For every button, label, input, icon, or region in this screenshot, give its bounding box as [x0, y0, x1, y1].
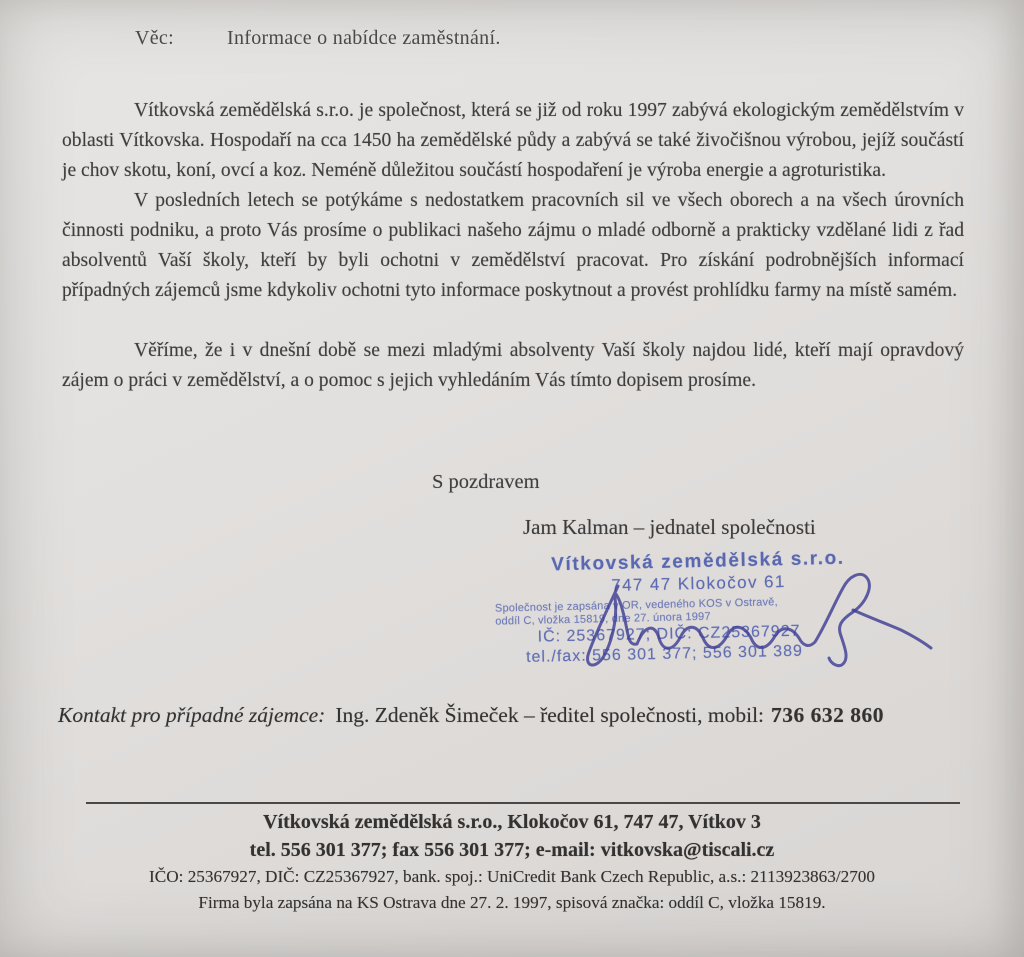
letterhead-footer	[0, 808, 1024, 916]
subject-label: Věc:	[135, 27, 174, 49]
stamp-registration-line-1: Společnost je zapsána v OR, vedeného KOS v Ostravě,	[494, 596, 778, 615]
signature	[553, 568, 953, 678]
letter-paragraph-2: V posledních letech se potýkáme s nedostatkem pracovních sil ve všech oborech a na všech úrovních činnosti podniku, a proto Vás prosíme o publikaci našeho zájmu o mladé odborně a prakticky vzdělané lidi z řad absolventů Vaší školy, kteří by byli ochotni v zemědělství pracovat. Pro získání podrobnějších informací případných zájemců jsme kdykoliv ochotni tyto informace poskytnout a provést prohlídku farmy na místě samém.	[62, 190, 964, 301]
footer-contact-info: tel. 556 301 377; fax 556 301 377; e-mail: vitkovska@tiscali.cz	[249, 839, 775, 861]
contact-line	[58, 703, 988, 728]
closing-salutation: S pozdravem	[432, 471, 540, 493]
stamp-company-ids: IČ: 25367927; DIČ: CZ25367927	[537, 622, 801, 646]
stamp-phones: tel./fax: 556 301 377; 556 301 389	[525, 642, 804, 666]
letter-body	[62, 96, 964, 396]
stamp-address: 747 47 Klokočov 61	[611, 572, 786, 595]
letter-paragraph-1: Vítkovská zemědělská s.r.o. je společnost, která se již od roku 1997 zabývá ekologickým zemědělstvím v oblasti Vítkovska. Hospodaří na cca 1450 ha zemědělské půdy a zabývá se také živočišnou výrobou, jejíž součástí je chov skotu, koní, ovcí a koz. Neméně důležitou součástí hospodaření je výroba energie a agroturistika.	[62, 100, 964, 181]
signer-name: Jam Kalman – jednatel společnosti	[523, 515, 816, 539]
footer-company-address: Vítkovská zemědělská s.r.o., Klokočov 61, 747 47, Vítkov 3	[263, 811, 761, 833]
contact-phone-number: 736 632 860	[771, 703, 885, 727]
letter-paragraph-3: Věříme, že i v dnešní době se mezi mladými absolventy Vaší školy najdou lidé, kteří mají opravdový zájem o práci v zemědělství, a o pomoc s jejich vyhledáním Vás tímto dopisem prosíme.	[62, 340, 964, 391]
subject-text: Informace o nabídce zaměstnání.	[227, 27, 501, 49]
stamp-company-name: Vítkovská zemědělská s.r.o.	[551, 547, 845, 576]
contact-prefix: Kontakt pro případné zájemce:	[58, 703, 326, 727]
stamp-registration-line-2: oddíl C, vložka 15819, dne 27. února 1997	[495, 610, 711, 628]
footer-company-ids: IČO: 25367927, DIČ: CZ25367927, bank. spoj.: UniCredit Bank Czech Republic, a.s.: 2113923863/2700	[149, 867, 875, 886]
footer-registration: Firma byla zapsána na KS Ostrava dne 27. 2. 1997, spisová značka: oddíl C, vložka 15819.	[198, 893, 826, 912]
contact-person: Ing. Zdeněk Šimeček – ředitel společnosti, mobil:	[335, 703, 765, 727]
footer-divider	[86, 802, 960, 804]
subject-line	[135, 27, 501, 50]
